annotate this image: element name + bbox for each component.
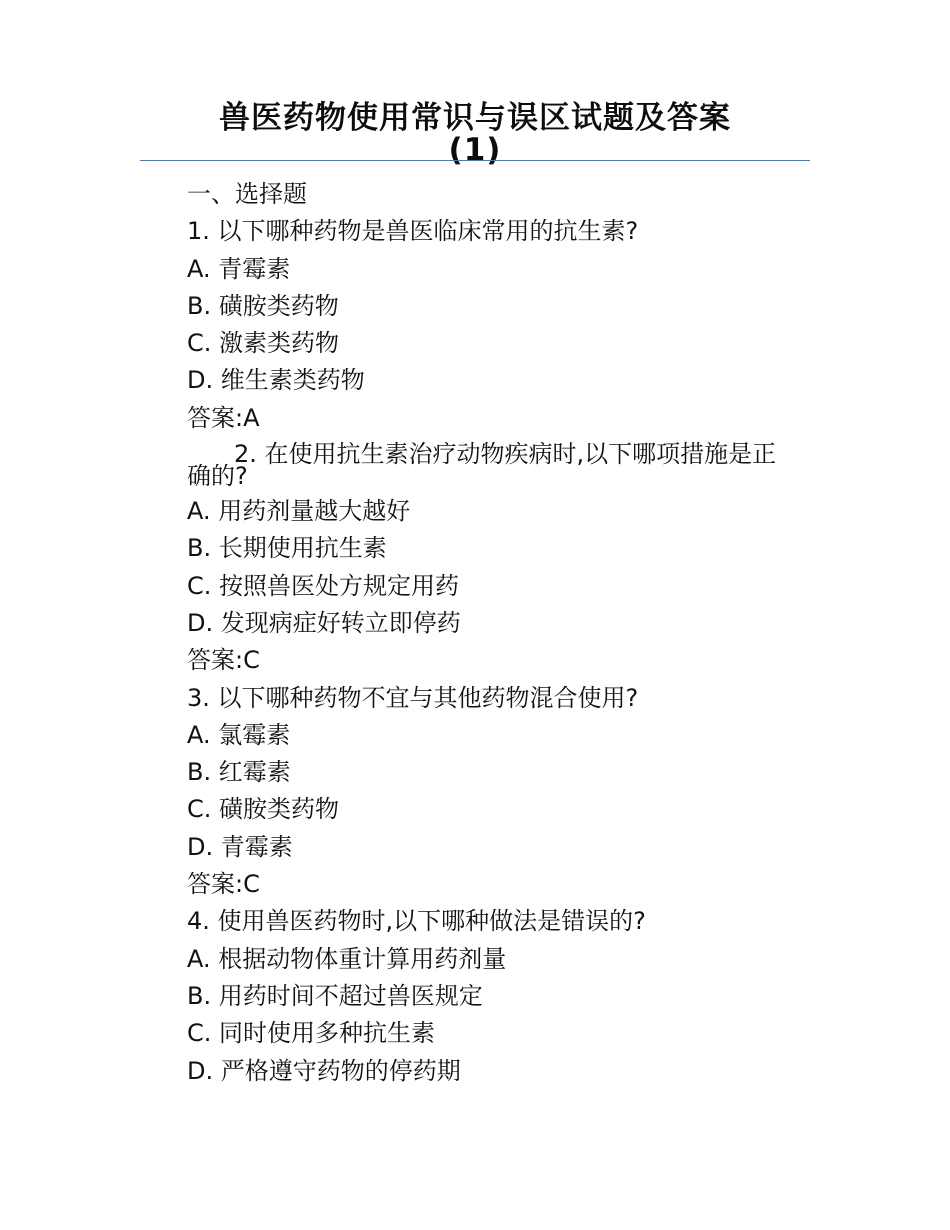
question-3-option-a: A. 氯霉素 bbox=[187, 720, 291, 749]
question-3-answer: 答案:C bbox=[187, 870, 260, 899]
question-2-option-c: C. 按照兽医处方规定用药 bbox=[187, 571, 460, 600]
question-3-option-c: C. 磺胺类药物 bbox=[187, 795, 340, 824]
question-4-stem: 4. 使用兽医药物时,以下哪种做法是错误的? bbox=[187, 907, 646, 936]
question-3-option-b: B. 红霉素 bbox=[187, 758, 291, 787]
question-2-option-d: D. 发现病症好转立即停药 bbox=[187, 608, 461, 637]
title-main: 兽医药物使用常识与误区试题及答案 bbox=[219, 100, 731, 136]
question-1-option-d: D. 维生素类药物 bbox=[187, 366, 365, 395]
question-4-option-d: D. 严格遵守药物的停药期 bbox=[187, 1056, 461, 1085]
document-body bbox=[140, 176, 795, 1090]
question-1-option-c: C. 激素类药物 bbox=[187, 329, 340, 358]
document-title bbox=[140, 100, 810, 168]
question-3-option-d: D. 青霉素 bbox=[187, 832, 293, 861]
question-4-option-a: A. 根据动物体重计算用药剂量 bbox=[187, 944, 507, 973]
question-1-stem: 1. 以下哪种药物是兽医临床常用的抗生素? bbox=[187, 217, 639, 246]
title-sub: (1) bbox=[448, 132, 502, 168]
question-2-option-b: B. 长期使用抗生素 bbox=[187, 534, 387, 563]
question-2-option-a: A. 用药剂量越大越好 bbox=[187, 497, 411, 526]
title-underline bbox=[140, 160, 810, 161]
question-4-option-c: C. 同时使用多种抗生素 bbox=[187, 1019, 436, 1048]
question-3-stem: 3. 以下哪种药物不宜与其他药物混合使用? bbox=[187, 683, 639, 712]
question-1-option-b: B. 磺胺类药物 bbox=[187, 291, 339, 320]
section-heading: 一、选择题 bbox=[187, 180, 307, 208]
question-1-answer: 答案:A bbox=[187, 403, 260, 432]
question-1-option-a: A. 青霉素 bbox=[187, 254, 291, 283]
question-2-answer: 答案:C bbox=[187, 646, 260, 675]
question-2-stem: 2. 在使用抗生素治疗动物疾病时,以下哪项措施是正确的? bbox=[187, 440, 777, 491]
question-4-option-b: B. 用药时间不超过兽医规定 bbox=[187, 981, 483, 1010]
